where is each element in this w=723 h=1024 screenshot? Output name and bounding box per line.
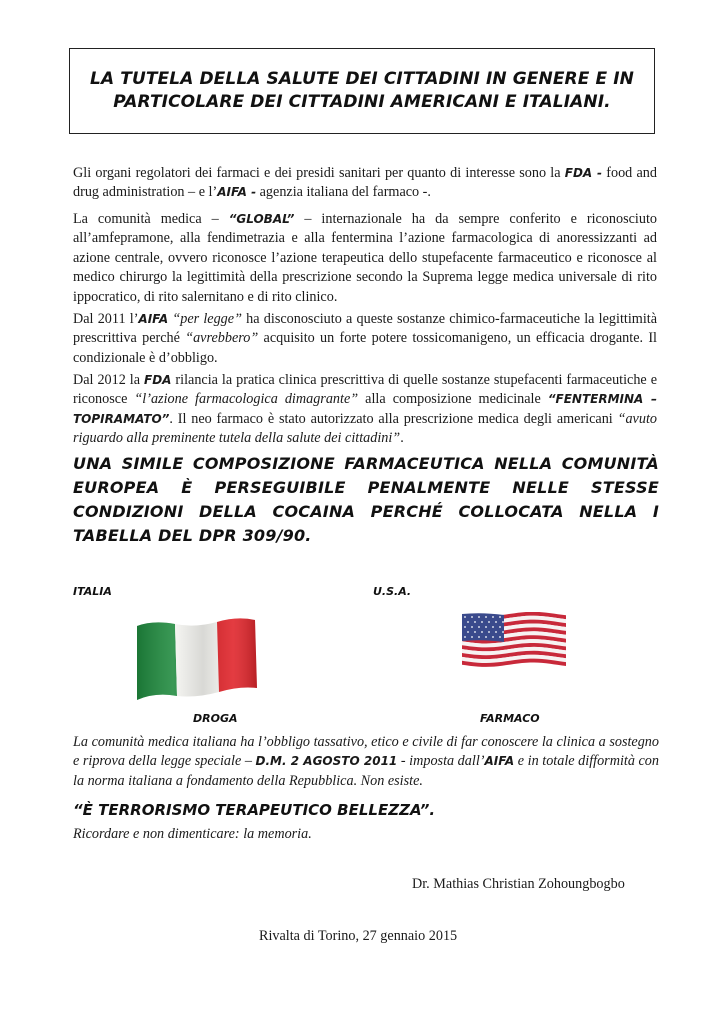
usa-star: [485, 626, 487, 628]
usa-star: [502, 621, 504, 623]
signature: Dr. Mathias Christian Zohoungbogbo: [412, 876, 625, 892]
text: e in totale difformità con la norma italiana a fondamento della Repubblica. Non esiste.: [73, 753, 659, 789]
text: Dal 2012 la: [73, 372, 144, 388]
usa-star: [464, 636, 466, 638]
usa-star: [467, 631, 469, 633]
text: acquisito un forte potere tossicomanigeno, un efficacia drogante. Il condizionale è d’obbligo.: [73, 330, 657, 366]
italia-label: ITALIA: [73, 585, 112, 598]
paragraph-aifa-2011: [73, 310, 657, 368]
usa-star: [499, 636, 501, 638]
document-title: [90, 68, 634, 114]
italy-flag-image: [133, 614, 261, 704]
usa-star: [471, 636, 473, 638]
usa-star: [474, 621, 476, 623]
usa-star: [471, 626, 473, 628]
text: food and drug administration – e l’: [73, 165, 657, 201]
usa-star: [464, 616, 466, 618]
per-legge-italic: “per legge”: [168, 311, 242, 327]
text: agenzia italiana del farmaco -.: [256, 184, 431, 201]
droga-label: DROGA: [193, 712, 238, 725]
farmaco-label: FARMACO: [480, 712, 540, 725]
usa-star: [467, 621, 469, 623]
usa-star: [485, 636, 487, 638]
usa-star: [478, 636, 480, 638]
title-box: [69, 48, 655, 134]
paragraph-fda-2012: [73, 371, 657, 449]
usa-star: [499, 626, 501, 628]
global-highlight: “GLOBAL”: [228, 212, 295, 226]
paragraph-obbligo: [73, 733, 659, 791]
text: - imposta dall’: [397, 753, 485, 770]
text: Dal 2011 l’: [73, 311, 139, 327]
aifa-highlight: AIFA: [484, 754, 515, 769]
text: Gli organi regolatori dei farmaci e dei presidi sanitari per quanto di interesse sono la: [73, 165, 565, 181]
usa-star: [488, 631, 490, 633]
usa-star: [488, 621, 490, 623]
usa-flag-image: [460, 612, 568, 668]
usa-star: [478, 626, 480, 628]
text: .: [400, 430, 404, 447]
usa-star: [474, 631, 476, 633]
usa-star: [492, 626, 494, 628]
aifa-highlight: AIFA: [138, 312, 169, 326]
slogan: “È TERRORISMO TERAPEUTICO BELLEZZA”.: [73, 801, 436, 819]
title-line-2: PARTICOLARE DEI CITTADINI AMERICANI E ITALIANI.: [113, 92, 611, 112]
avuto-italic: “avuto riguardo alla preminente tutela della salute dei cittadini”: [73, 410, 657, 447]
warning-statement: UNA SIMILE COMPOSIZIONE FARMACEUTICA NELLA COMUNITÀ EUROPEA È PERSEGUIBILE PENALMENTE NELLE STESSE CONDIZIONI DELLA COCAINA PERCHÉ COLLOCATA NELLA I TABELLA DEL DPR 309/90.: [73, 454, 659, 545]
usa-star: [464, 626, 466, 628]
usa-star: [478, 616, 480, 618]
usa-star: [492, 636, 494, 638]
usa-star: [481, 621, 483, 623]
text: La comunità medica –: [73, 211, 229, 227]
usa-star: [502, 631, 504, 633]
usa-star: [471, 616, 473, 618]
text: alla composizione medicinale: [358, 391, 548, 408]
dm-highlight: D.M. 2 AGOSTO 2011: [255, 754, 398, 769]
usa-star: [492, 616, 494, 618]
avrebbero-italic: “avrebbero”: [185, 330, 259, 347]
place-date: Rivalta di Torino, 27 gennaio 2015: [259, 928, 458, 944]
fentermina-highlight: “FENTERMINA – TOPIRAMATO”: [73, 392, 658, 426]
fda-highlight: FDA -: [564, 166, 603, 180]
fda-highlight: FDA: [144, 373, 172, 387]
paragraph-global-community: [73, 210, 657, 307]
text: ha disconosciuto a queste sostanze chimico-farmaceutiche la legittimità prescrittiva perché: [73, 311, 657, 347]
usa-label: U.S.A.: [373, 585, 412, 598]
text: – internazionale ha da sempre conferito e riconosciuto all’amfepramone, alla fendimetrazia e alla fentermina l’azione farmacologica di anoressizzanti ad azione centrale, ovvero riconosce l’azione terapeutica dello stupefacente farmaceutico e riconosce al medico chirurgo la legittimità della prescrizione secondo la Suprema legge medica universale di rito ippocratico, di rito salernitano e di rito clinico.: [73, 211, 657, 305]
text: La comunità medica italiana ha l’obbligo tassativo, etico e civile di far conoscere la clinica a sostegno e riprova della legge speciale –: [73, 734, 659, 770]
aifa-highlight: AIFA -: [217, 185, 257, 200]
azione-italic: “l’azione farmacologica dimagrante”: [134, 391, 359, 408]
title-line-1: LA TUTELA DELLA SALUTE DEI CITTADINI IN GENERE E IN: [90, 69, 634, 89]
text: . Il neo farmaco è stato autorizzato alla prescrizione medica degli americani: [169, 410, 618, 427]
usa-canton: [462, 613, 504, 642]
paragraph-regulators: [73, 164, 657, 203]
usa-star: [485, 616, 487, 618]
usa-star: [499, 616, 501, 618]
usa-star: [495, 621, 497, 623]
usa-star: [481, 631, 483, 633]
memoria-text: Ricordare e non dimenticare: la memoria.: [73, 826, 312, 842]
text: rilancia la pratica clinica prescrittiva di quelle sostanze stupefacenti farmaceutiche e riconosce: [73, 372, 657, 408]
usa-star: [495, 631, 497, 633]
